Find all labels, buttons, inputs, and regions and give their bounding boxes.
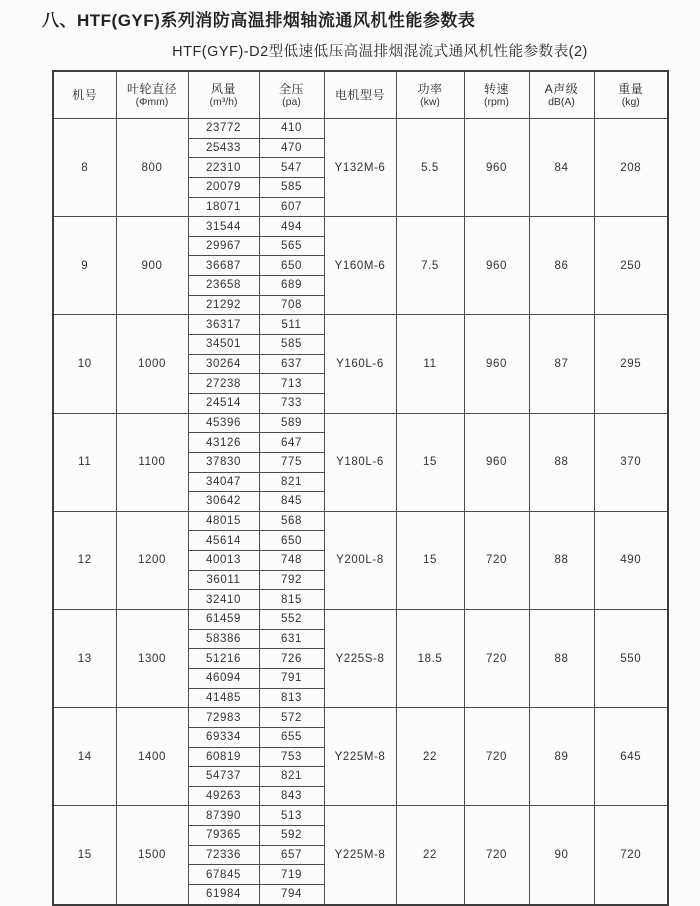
noise-level-cell: 88 bbox=[529, 610, 594, 708]
air-volume-cell: 22310 bbox=[188, 158, 259, 178]
table-row bbox=[53, 806, 668, 826]
header-motor-model bbox=[324, 71, 396, 119]
power-cell: 7.5 bbox=[396, 217, 464, 315]
header-unit: (kg) bbox=[621, 96, 640, 108]
total-pressure-cell: 637 bbox=[259, 354, 324, 374]
speed-cell: 720 bbox=[464, 610, 529, 708]
air-volume-cell: 48015 bbox=[188, 511, 259, 531]
impeller-diameter-cell: 800 bbox=[116, 119, 188, 217]
power-cell: 5.5 bbox=[396, 119, 464, 217]
total-pressure-cell: 713 bbox=[259, 374, 324, 394]
header-speed bbox=[464, 71, 529, 119]
total-pressure-cell: 843 bbox=[259, 786, 324, 806]
header-label: 风量 bbox=[210, 82, 236, 96]
impeller-diameter-cell: 1200 bbox=[116, 511, 188, 609]
air-volume-cell: 69334 bbox=[188, 727, 259, 747]
total-pressure-cell: 592 bbox=[259, 826, 324, 846]
air-volume-cell: 29967 bbox=[188, 236, 259, 256]
total-pressure-cell: 753 bbox=[259, 747, 324, 767]
motor-model-cell: Y225S-8 bbox=[324, 610, 396, 708]
total-pressure-cell: 572 bbox=[259, 708, 324, 728]
air-volume-cell: 46094 bbox=[188, 668, 259, 688]
total-pressure-cell: 794 bbox=[259, 884, 324, 904]
total-pressure-cell: 589 bbox=[259, 413, 324, 433]
table-row bbox=[53, 413, 668, 433]
air-volume-cell: 21292 bbox=[188, 295, 259, 315]
header-air-volume bbox=[188, 71, 259, 119]
noise-level-cell: 90 bbox=[529, 806, 594, 905]
air-volume-cell: 31544 bbox=[188, 217, 259, 237]
air-volume-cell: 37830 bbox=[188, 452, 259, 472]
air-volume-cell: 45396 bbox=[188, 413, 259, 433]
model-no-cell: 11 bbox=[53, 413, 116, 511]
weight-cell: 720 bbox=[594, 806, 668, 905]
power-cell: 15 bbox=[396, 413, 464, 511]
header-label: 叶轮直径 bbox=[126, 82, 177, 96]
motor-model-cell: Y200L-8 bbox=[324, 511, 396, 609]
power-cell: 18.5 bbox=[396, 610, 464, 708]
speed-cell: 960 bbox=[464, 413, 529, 511]
air-volume-cell: 54737 bbox=[188, 767, 259, 787]
header-unit: (kw) bbox=[420, 96, 440, 108]
table-subtitle: HTF(GYF)-D2型低速低压高温排烟混流式通风机性能参数表(2) bbox=[172, 44, 588, 60]
impeller-diameter-cell: 900 bbox=[116, 217, 188, 315]
header-unit: (pa) bbox=[282, 96, 301, 108]
weight-cell: 295 bbox=[594, 315, 668, 413]
header-noise-level bbox=[529, 71, 594, 119]
model-no-cell: 12 bbox=[53, 511, 116, 609]
air-volume-cell: 67845 bbox=[188, 865, 259, 885]
total-pressure-cell: 708 bbox=[259, 295, 324, 315]
air-volume-cell: 72983 bbox=[188, 708, 259, 728]
motor-model-cell: Y132M-6 bbox=[324, 119, 396, 217]
total-pressure-cell: 568 bbox=[259, 511, 324, 531]
air-volume-cell: 27238 bbox=[188, 374, 259, 394]
power-cell: 11 bbox=[396, 315, 464, 413]
header-unit: (Φmm) bbox=[135, 96, 169, 108]
noise-level-cell: 84 bbox=[529, 119, 594, 217]
air-volume-cell: 25433 bbox=[188, 138, 259, 158]
air-volume-cell: 34501 bbox=[188, 335, 259, 355]
total-pressure-cell: 821 bbox=[259, 472, 324, 492]
total-pressure-cell: 845 bbox=[259, 492, 324, 512]
header-power bbox=[396, 71, 464, 119]
noise-level-cell: 88 bbox=[529, 413, 594, 511]
noise-level-cell: 89 bbox=[529, 708, 594, 806]
model-no-cell: 10 bbox=[53, 315, 116, 413]
total-pressure-cell: 513 bbox=[259, 806, 324, 826]
table-row bbox=[53, 708, 668, 728]
air-volume-cell: 23658 bbox=[188, 276, 259, 296]
total-pressure-cell: 792 bbox=[259, 570, 324, 590]
total-pressure-cell: 607 bbox=[259, 197, 324, 217]
air-volume-cell: 34047 bbox=[188, 472, 259, 492]
total-pressure-cell: 494 bbox=[259, 217, 324, 237]
model-no-cell: 15 bbox=[53, 806, 116, 905]
subtitle-container bbox=[60, 40, 700, 61]
weight-cell: 490 bbox=[594, 511, 668, 609]
model-no-cell: 8 bbox=[53, 119, 116, 217]
air-volume-cell: 32410 bbox=[188, 590, 259, 610]
total-pressure-cell: 689 bbox=[259, 276, 324, 296]
motor-model-cell: Y225M-8 bbox=[324, 708, 396, 806]
table-header bbox=[53, 71, 668, 119]
power-cell: 15 bbox=[396, 511, 464, 609]
total-pressure-cell: 410 bbox=[259, 119, 324, 139]
total-pressure-cell: 565 bbox=[259, 236, 324, 256]
noise-level-cell: 87 bbox=[529, 315, 594, 413]
air-volume-cell: 61459 bbox=[188, 610, 259, 630]
header-label: A声级 bbox=[544, 82, 579, 96]
motor-model-cell: Y160L-6 bbox=[324, 315, 396, 413]
impeller-diameter-cell: 1300 bbox=[116, 610, 188, 708]
impeller-diameter-cell: 1000 bbox=[116, 315, 188, 413]
air-volume-cell: 36317 bbox=[188, 315, 259, 335]
header-total-pressure bbox=[259, 71, 324, 119]
total-pressure-cell: 813 bbox=[259, 688, 324, 708]
header-row bbox=[53, 71, 668, 119]
table-row bbox=[53, 610, 668, 630]
weight-cell: 550 bbox=[594, 610, 668, 708]
total-pressure-cell: 585 bbox=[259, 335, 324, 355]
total-pressure-cell: 511 bbox=[259, 315, 324, 335]
weight-cell: 645 bbox=[594, 708, 668, 806]
total-pressure-cell: 657 bbox=[259, 845, 324, 865]
total-pressure-cell: 748 bbox=[259, 551, 324, 571]
total-pressure-cell: 585 bbox=[259, 177, 324, 197]
speed-cell: 720 bbox=[464, 708, 529, 806]
impeller-diameter-cell: 1400 bbox=[116, 708, 188, 806]
air-volume-cell: 36687 bbox=[188, 256, 259, 276]
table-row bbox=[53, 217, 668, 237]
total-pressure-cell: 650 bbox=[259, 531, 324, 551]
header-label: 功率 bbox=[417, 82, 443, 96]
air-volume-cell: 72336 bbox=[188, 845, 259, 865]
impeller-diameter-cell: 1500 bbox=[116, 806, 188, 905]
air-volume-cell: 40013 bbox=[188, 551, 259, 571]
header-label: 转速 bbox=[483, 82, 509, 96]
total-pressure-cell: 650 bbox=[259, 256, 324, 276]
total-pressure-cell: 547 bbox=[259, 158, 324, 178]
model-no-cell: 9 bbox=[53, 217, 116, 315]
power-cell: 22 bbox=[396, 806, 464, 905]
weight-cell: 370 bbox=[594, 413, 668, 511]
total-pressure-cell: 815 bbox=[259, 590, 324, 610]
speed-cell: 720 bbox=[464, 511, 529, 609]
speed-cell: 960 bbox=[464, 217, 529, 315]
motor-model-cell: Y160M-6 bbox=[324, 217, 396, 315]
air-volume-cell: 30642 bbox=[188, 492, 259, 512]
table-row bbox=[53, 119, 668, 139]
air-volume-cell: 49263 bbox=[188, 786, 259, 806]
impeller-diameter-cell: 1100 bbox=[116, 413, 188, 511]
air-volume-cell: 18071 bbox=[188, 197, 259, 217]
speed-cell: 720 bbox=[464, 806, 529, 905]
table-row bbox=[53, 511, 668, 531]
header-weight bbox=[594, 71, 668, 119]
total-pressure-cell: 647 bbox=[259, 433, 324, 453]
model-no-cell: 13 bbox=[53, 610, 116, 708]
air-volume-cell: 60819 bbox=[188, 747, 259, 767]
total-pressure-cell: 631 bbox=[259, 629, 324, 649]
header-unit: (rpm) bbox=[483, 96, 510, 108]
weight-cell: 250 bbox=[594, 217, 668, 315]
total-pressure-cell: 552 bbox=[259, 610, 324, 630]
header-unit: (m³/h) bbox=[209, 96, 238, 108]
total-pressure-cell: 733 bbox=[259, 393, 324, 413]
total-pressure-cell: 655 bbox=[259, 727, 324, 747]
table-row bbox=[53, 315, 668, 335]
header-label: 重量 bbox=[618, 82, 644, 96]
air-volume-cell: 61984 bbox=[188, 884, 259, 904]
total-pressure-cell: 821 bbox=[259, 767, 324, 787]
header-impeller-diameter bbox=[116, 71, 188, 119]
fan-parameter-table bbox=[52, 70, 669, 906]
air-volume-cell: 24514 bbox=[188, 393, 259, 413]
speed-cell: 960 bbox=[464, 119, 529, 217]
weight-cell: 208 bbox=[594, 119, 668, 217]
header-unit: dB(A) bbox=[548, 96, 575, 108]
noise-level-cell: 86 bbox=[529, 217, 594, 315]
total-pressure-cell: 791 bbox=[259, 668, 324, 688]
motor-model-cell: Y180L-6 bbox=[324, 413, 396, 511]
power-cell: 22 bbox=[396, 708, 464, 806]
air-volume-cell: 51216 bbox=[188, 649, 259, 669]
table-body bbox=[53, 119, 668, 905]
total-pressure-cell: 726 bbox=[259, 649, 324, 669]
noise-level-cell: 88 bbox=[529, 511, 594, 609]
air-volume-cell: 23772 bbox=[188, 119, 259, 139]
total-pressure-cell: 470 bbox=[259, 138, 324, 158]
air-volume-cell: 45614 bbox=[188, 531, 259, 551]
air-volume-cell: 43126 bbox=[188, 433, 259, 453]
air-volume-cell: 20079 bbox=[188, 177, 259, 197]
motor-model-cell: Y225M-8 bbox=[324, 806, 396, 905]
air-volume-cell: 87390 bbox=[188, 806, 259, 826]
page-title: 八、HTF(GYF)系列消防高温排烟轴流通风机性能参数表 bbox=[42, 11, 476, 30]
speed-cell: 960 bbox=[464, 315, 529, 413]
header-label: 全压 bbox=[278, 82, 304, 96]
model-no-cell: 14 bbox=[53, 708, 116, 806]
total-pressure-cell: 719 bbox=[259, 865, 324, 885]
air-volume-cell: 36011 bbox=[188, 570, 259, 590]
header-model-no bbox=[53, 71, 116, 119]
air-volume-cell: 41485 bbox=[188, 688, 259, 708]
header-label: 电机型号 bbox=[334, 88, 385, 102]
total-pressure-cell: 775 bbox=[259, 452, 324, 472]
air-volume-cell: 30264 bbox=[188, 354, 259, 374]
header-label: 机号 bbox=[72, 88, 98, 102]
air-volume-cell: 58386 bbox=[188, 629, 259, 649]
air-volume-cell: 79365 bbox=[188, 826, 259, 846]
